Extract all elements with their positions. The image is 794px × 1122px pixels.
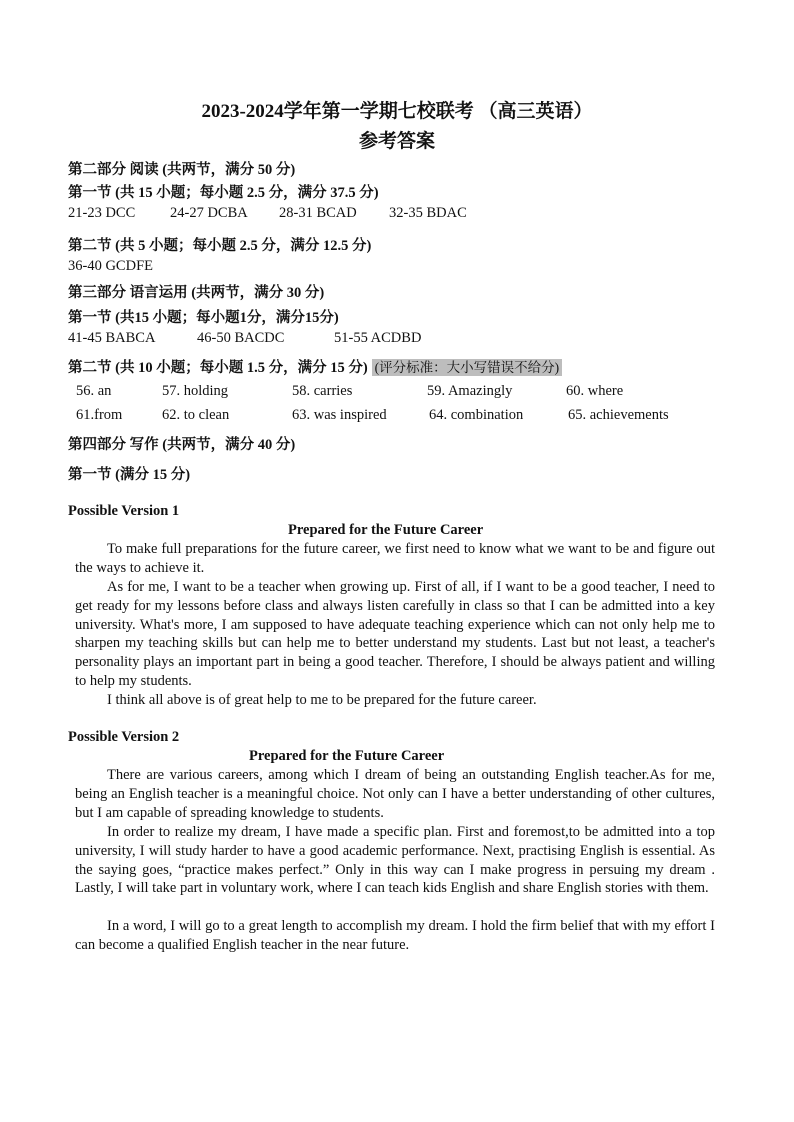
version2-paragraph: In order to realize my dream, I have made a specific plan. First and foremost,to be admitted into a top university, I will study harder to have a good academic performance. Next, practising English is essential. As the saying goes, “practice makes perfect.” Only in this way can I make progress in persuing my dream . Lastly, I will take part in voluntary work, where I can teach kids English and share English stories with them.: [75, 824, 715, 897]
version1-label: Possible Version 1: [68, 503, 180, 519]
fill-answer: 57. holding: [162, 383, 229, 399]
answer-group: 36-40 GCDFE: [68, 258, 153, 274]
fill-answer: 64. combination: [429, 407, 524, 423]
version1-paragraph: To make full preparations for the future career, we first need to know what we want to be and figure out the ways to achieve it.: [75, 541, 715, 576]
fill-answer: 60. where: [566, 383, 624, 399]
answer-group: 24-27 DCBA: [170, 205, 248, 221]
fill-answer: 61.from: [76, 407, 123, 423]
answer-group: 21-23 DCC: [68, 205, 136, 221]
answer-group: 46-50 BACDC: [197, 330, 285, 346]
grading-note: (评分标准：大小写错误不给分): [372, 359, 563, 376]
part3-section2-heading: 第二节 (共 10 小题；每小题 1.5 分，满分 15 分): [68, 360, 368, 376]
fill-answer: 58. carries: [292, 383, 353, 399]
version2-title: Prepared for the Future Career: [249, 748, 445, 764]
fill-answer: 59. Amazingly: [427, 383, 513, 399]
part4-heading: 第四部分 写作 (共两节，满分 40 分): [68, 437, 296, 453]
answer-group: 51-55 ACDBD: [334, 330, 422, 346]
part3-section1-heading: 第一节 (共15 小题；每小题1分，满分15分): [68, 310, 339, 326]
part2-section2-heading: 第二节 (共 5 小题；每小题 2.5 分，满分 12.5 分): [68, 238, 372, 254]
fill-answer: 56. an: [76, 383, 112, 399]
part2-section1-heading: 第一节 (共 15 小题；每小题 2.5 分，满分 37.5 分): [68, 185, 379, 201]
version1-title: Prepared for the Future Career: [288, 522, 484, 538]
fill-answer: 63. was inspired: [292, 407, 387, 423]
page-title: 2023-2024学年第一学期七校联考 （高三英语）: [201, 101, 593, 122]
version2-label: Possible Version 2: [68, 729, 180, 745]
answer-group: 41-45 BABCA: [68, 330, 156, 346]
answer-group: 28-31 BCAD: [279, 205, 357, 221]
version2-paragraph: In a word, I will go to a great length to accomplish my dream. I hold the firm belief that with my effort I can become a qualified English teacher in the near future.: [75, 918, 715, 953]
version1-paragraph: I think all above is of great help to me to be prepared for the future career.: [107, 692, 537, 708]
page-subtitle: 参考答案: [358, 131, 435, 152]
part3-heading: 第三部分 语言运用 (共两节，满分 30 分): [68, 285, 325, 301]
version2-paragraph: There are various careers, among which I dream of being an outstanding English teacher.As for me, being an English teacher is a meaningful choice. Not only can I have a better understanding of other cultures, but I am capable of spreading knowledge to students.: [75, 767, 715, 821]
part3-section2-row: [68, 356, 562, 377]
version1-paragraph: As for me, I want to be a teacher when growing up. First of all, if I want to be a good teacher, I need to get ready for my lessons before class and always listen carefully in class so that I can be admitted into a key university. What's more, I am supposed to have adequate teaching experience which can not only help me to sharpen my teaching skills but can help me to better understand my students. Last but not least, a teacher's personality plays an important part in being a good teacher. Therefore, I should be always patient and willing to help my students.: [75, 579, 715, 689]
part4-section1-heading: 第一节 (满分 15 分): [68, 467, 191, 483]
fill-answer: 65. achievements: [568, 407, 669, 423]
fill-answer: 62. to clean: [162, 407, 230, 423]
answer-group: 32-35 BDAC: [389, 205, 467, 221]
part2-heading: 第二部分 阅读 (共两节，满分 50 分): [68, 162, 296, 178]
